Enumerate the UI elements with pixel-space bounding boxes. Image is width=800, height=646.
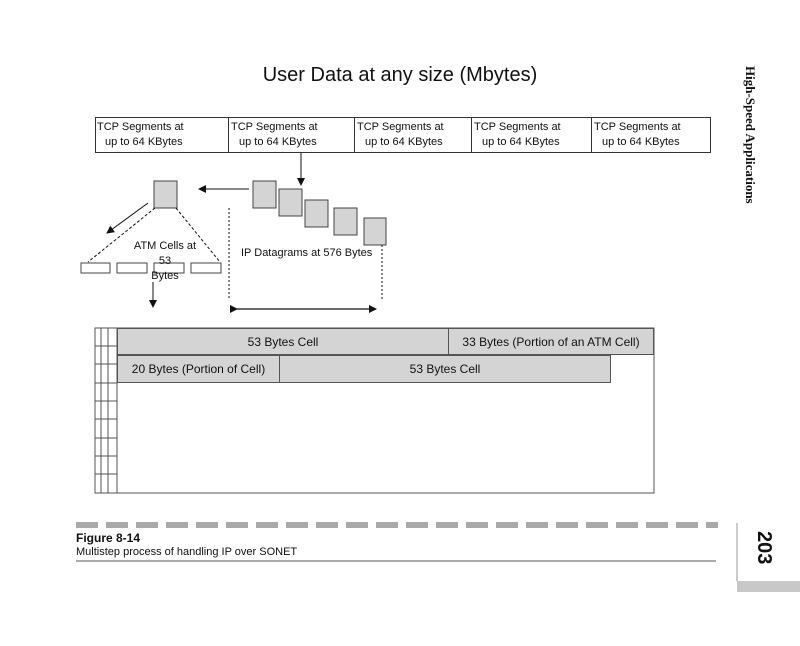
ip-datagram-box <box>364 218 386 245</box>
page-number-tab <box>737 523 800 581</box>
tcp-segment-line2: up to 64 KBytes <box>482 136 560 148</box>
ip-datagram-box <box>279 189 302 216</box>
atm-cells-label-line1: ATM Cells at 53 <box>133 240 197 267</box>
figure-number: Figure 8-14 <box>76 531 141 545</box>
atm-cell-box <box>81 263 110 273</box>
tcp-segment-line2: up to 64 KBytes <box>602 136 680 148</box>
tcp-segment-line1: TCP Segments at <box>594 121 681 133</box>
tcp-segment-line1: TCP Segments at <box>357 121 444 133</box>
atm-source-box <box>154 181 177 208</box>
frame-row2-cell-a: 20 Bytes (Portion of Cell) <box>117 355 280 383</box>
tcp-segment-line1: TCP Segments at <box>97 121 184 133</box>
diagram-title: User Data at any size (Mbytes) <box>262 64 538 86</box>
page-footer-bar <box>737 581 800 592</box>
frame-row2-cell-b: 53 Bytes Cell <box>279 355 611 383</box>
tcp-segment-line1: TCP Segments at <box>231 121 318 133</box>
tcp-segment-line1: TCP Segments at <box>474 121 561 133</box>
ip-datagram-box <box>305 200 328 227</box>
chapter-title-vertical <box>738 66 758 306</box>
ip-datagrams-label: IP Datagrams at 576 Bytes <box>241 247 373 259</box>
tcp-segment-line2: up to 64 KBytes <box>105 136 183 148</box>
ip-datagram-box <box>253 181 276 208</box>
page-number: 203 <box>753 531 775 565</box>
atm-cells-label <box>127 239 203 284</box>
frame-row1-cell-a: 53 Bytes Cell <box>117 328 449 355</box>
frame-row1-cell-b: 33 Bytes (Portion of an ATM Cell) <box>448 328 654 355</box>
tcp-segment-line2: up to 64 KBytes <box>365 136 443 148</box>
atm-cells-label-line2: Bytes <box>151 270 179 282</box>
chapter-title: High-Speed Applications <box>743 66 758 204</box>
ip-datagram-box <box>334 208 357 235</box>
figure-caption: Multistep process of handling IP over SONET <box>76 546 298 558</box>
tcp-segment-line2: up to 64 KBytes <box>239 136 317 148</box>
